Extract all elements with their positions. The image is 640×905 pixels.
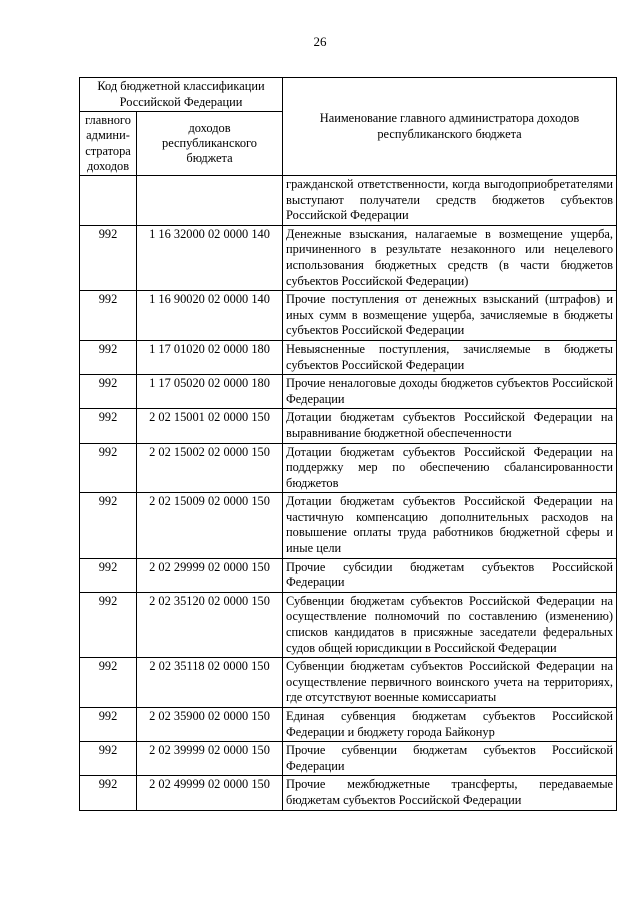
revenue-code-cell: 2 02 35120 02 0000 150	[137, 592, 283, 657]
admin-code-cell: 992	[80, 291, 137, 341]
page-number: 26	[313, 34, 327, 49]
revenue-code-cell: 1 16 90020 02 0000 140	[137, 291, 283, 341]
revenue-code-cell: 2 02 35900 02 0000 150	[137, 708, 283, 742]
table-row	[80, 375, 617, 409]
table-body	[80, 176, 617, 811]
revenue-name-cell: Субвенции бюджетам субъектов Российской Федерации на осуществление полномочий по составлению (изменению) списков кандидатов в присяжные заседатели федеральных судов общей юрисдикции в Российской Федерации	[283, 592, 617, 657]
table-row	[80, 742, 617, 776]
admin-code-cell: 992	[80, 558, 137, 592]
revenue-code-cell: 1 17 05020 02 0000 180	[137, 375, 283, 409]
admin-code-cell: 992	[80, 742, 137, 776]
budget-classification-table	[79, 77, 617, 811]
admin-code-cell: 992	[80, 375, 137, 409]
table-row	[80, 176, 617, 226]
revenue-name-cell: Денежные взыскания, налагаемые в возмещение ущерба, причиненного в результате незаконного или нецелевого использования бюджетных средств (в части бюджетов субъектов Российской Федерации)	[283, 225, 617, 290]
admin-code-cell: 992	[80, 225, 137, 290]
table-row	[80, 658, 617, 708]
administrator-name-header: Наименование главного администратора доходов республиканского бюджета	[283, 78, 617, 176]
table-row	[80, 225, 617, 290]
admin-code-cell: 992	[80, 340, 137, 374]
admin-code-cell: 992	[80, 658, 137, 708]
admin-code-cell: 992	[80, 443, 137, 493]
table-row	[80, 558, 617, 592]
revenue-code-cell: 2 02 35118 02 0000 150	[137, 658, 283, 708]
revenue-name-cell: Прочие неналоговые доходы бюджетов субъектов Российской Федерации	[283, 375, 617, 409]
revenue-name-cell: Субвенции бюджетам субъектов Российской Федерации на осуществление первичного воинского учета на территориях, где отсутствуют военные комиссариаты	[283, 658, 617, 708]
revenue-name-cell: Дотации бюджетам субъектов Российской Федерации на частичную компенсацию дополнительных расходов на повышение оплаты труда работников бюджетной сферы и иные цели	[283, 493, 617, 558]
revenue-name-cell: Прочие поступления от денежных взысканий (штрафов) и иных сумм в возмещение ущерба, зачисляемые в бюджеты субъектов Российской Федерации	[283, 291, 617, 341]
classification-header: Код бюджетной классификации Российской Федерации	[80, 78, 283, 112]
revenue-name-cell: Прочие межбюджетные трансферты, передаваемые бюджетам субъектов Российской Федерации	[283, 776, 617, 810]
table-header-row	[80, 78, 617, 112]
revenue-name-cell: Единая субвенция бюджетам субъектов Российской Федерации и бюджету города Байконур	[283, 708, 617, 742]
admin-code-cell: 992	[80, 592, 137, 657]
revenue-name-cell: Невыясненные поступления, зачисляемые в бюджеты субъектов Российской Федерации	[283, 340, 617, 374]
republican-revenue-header: доходов республиканского бюджета	[137, 112, 283, 176]
revenue-code-cell: 1 17 01020 02 0000 180	[137, 340, 283, 374]
admin-code-cell: 992	[80, 708, 137, 742]
revenue-code-cell: 2 02 39999 02 0000 150	[137, 742, 283, 776]
table-row	[80, 443, 617, 493]
table-row	[80, 291, 617, 341]
revenue-code-cell: 2 02 15002 02 0000 150	[137, 443, 283, 493]
chief-administrator-header: главного админи-стратора доходов	[80, 112, 137, 176]
table-row	[80, 592, 617, 657]
revenue-code-cell: 2 02 29999 02 0000 150	[137, 558, 283, 592]
revenue-name-cell: Прочие субсидии бюджетам субъектов Российской Федерации	[283, 558, 617, 592]
admin-code-cell: 992	[80, 493, 137, 558]
revenue-code-cell: 2 02 15009 02 0000 150	[137, 493, 283, 558]
revenue-code-cell: 2 02 15001 02 0000 150	[137, 409, 283, 443]
revenue-name-cell: гражданской ответственности, когда выгодоприобретателями выступают получатели средств бюджетов субъектов Российской Федерации	[283, 176, 617, 226]
revenue-code-cell	[137, 176, 283, 226]
table-row	[80, 340, 617, 374]
revenue-code-cell: 2 02 49999 02 0000 150	[137, 776, 283, 810]
table-row	[80, 708, 617, 742]
revenue-code-cell: 1 16 32000 02 0000 140	[137, 225, 283, 290]
admin-code-cell: 992	[80, 776, 137, 810]
revenue-name-cell: Дотации бюджетам субъектов Российской Федерации на выравнивание бюджетной обеспеченности	[283, 409, 617, 443]
revenue-name-cell: Прочие субвенции бюджетам субъектов Российской Федерации	[283, 742, 617, 776]
admin-code-cell: 992	[80, 409, 137, 443]
table-row	[80, 776, 617, 810]
table-row	[80, 409, 617, 443]
table-row	[80, 493, 617, 558]
admin-code-cell	[80, 176, 137, 226]
revenue-name-cell: Дотации бюджетам субъектов Российской Федерации на поддержку мер по обеспечению сбалансированности бюджетов	[283, 443, 617, 493]
